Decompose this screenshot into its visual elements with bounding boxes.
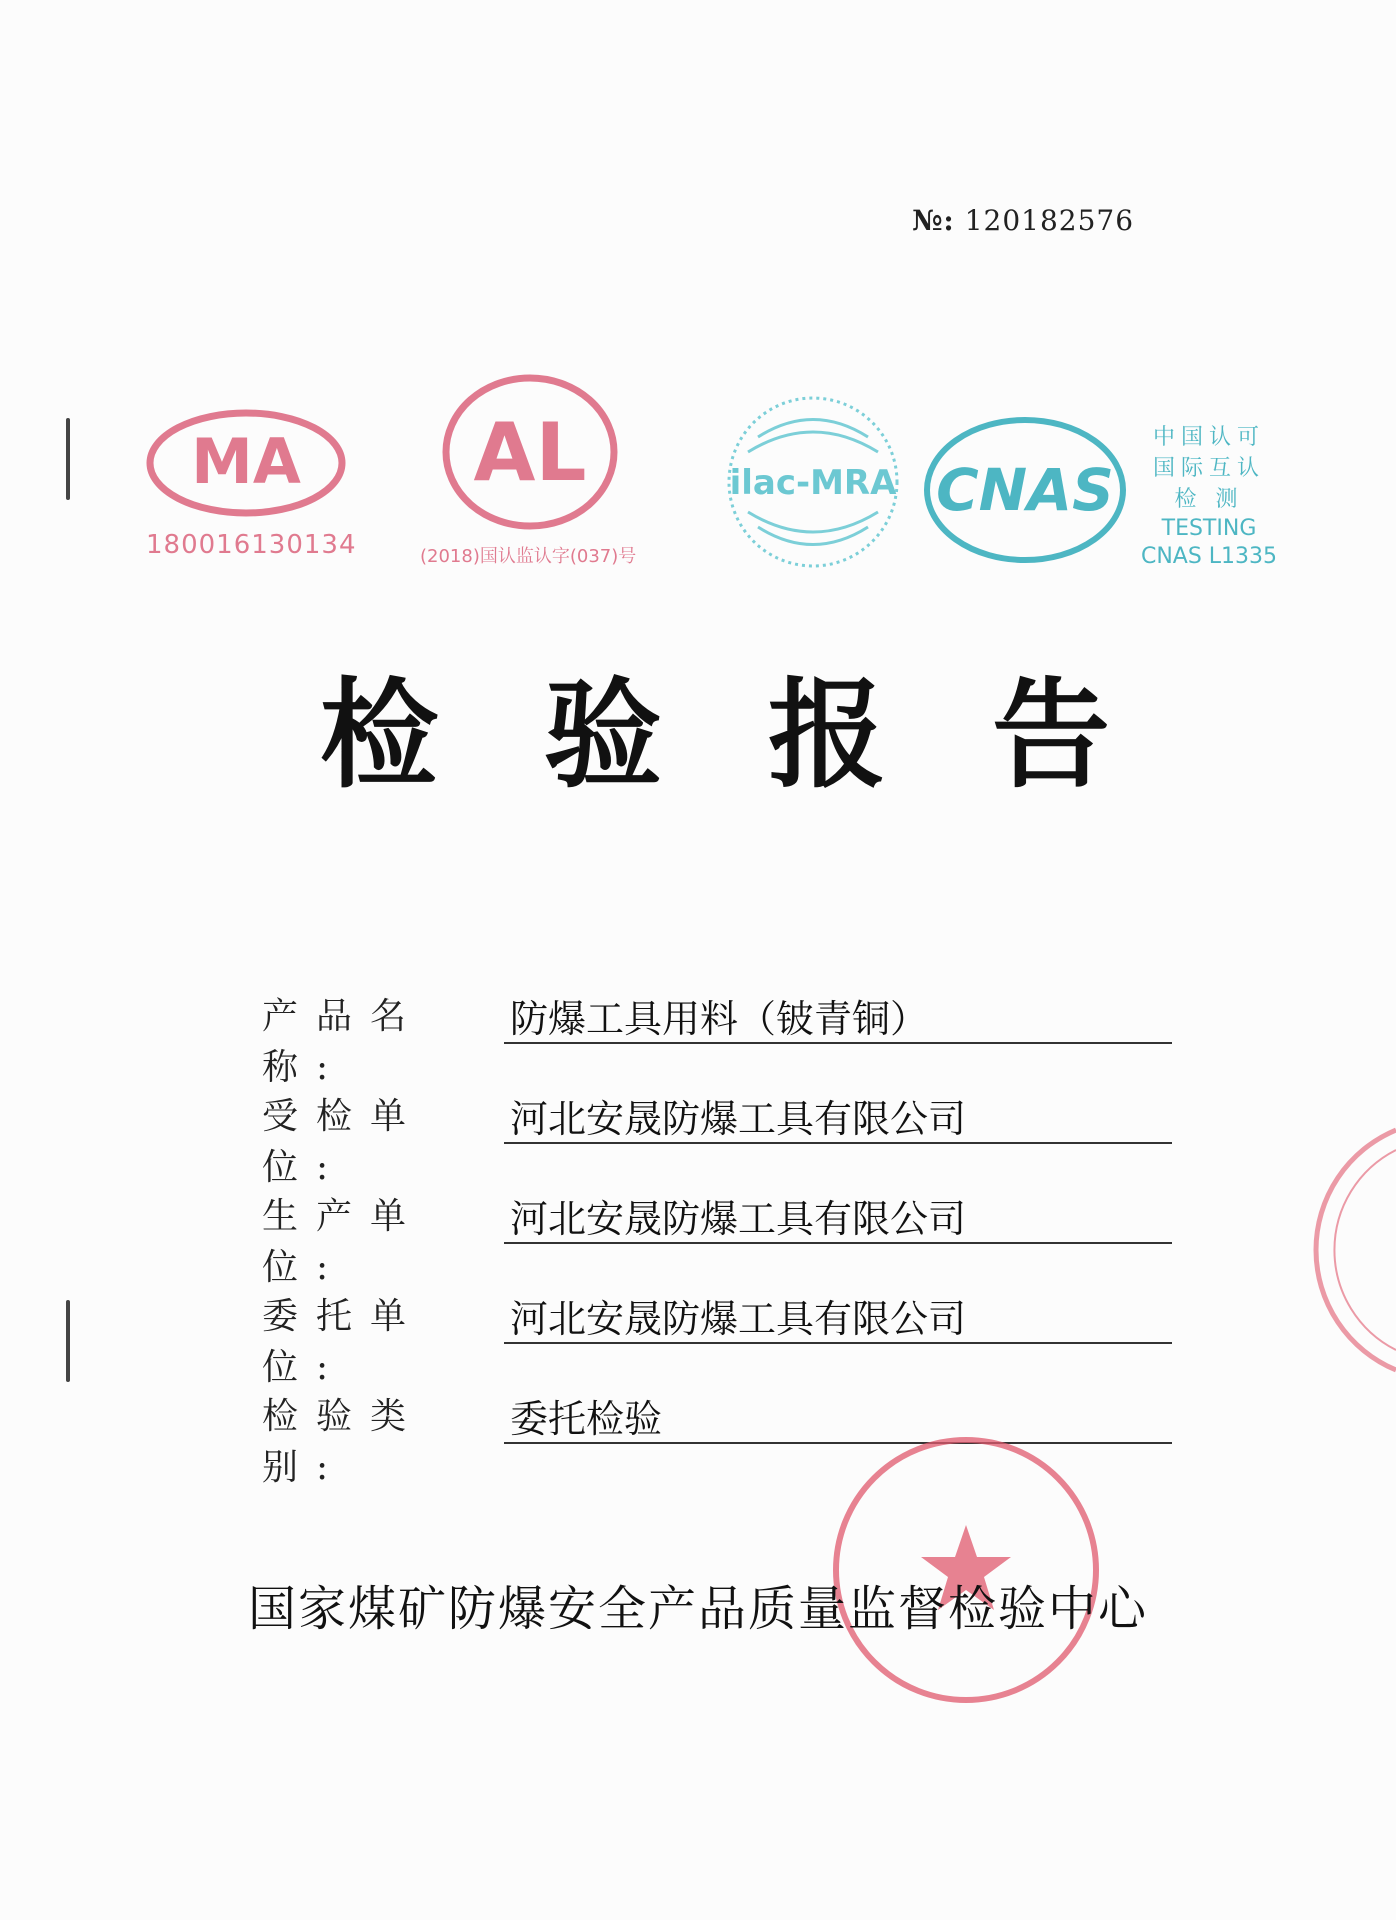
- report-number-label: №:: [912, 204, 955, 237]
- field-label: 生产单位:: [262, 1196, 425, 1288]
- title-char-3: 报: [767, 666, 886, 804]
- cal-code: (2018)国认监认字(037)号: [420, 546, 637, 567]
- field-value: 委托检验: [510, 1397, 663, 1441]
- ilac-mra-logo: [718, 392, 908, 572]
- cnas-line1: 中国认可: [1152, 425, 1265, 450]
- side-seal: [1288, 1120, 1396, 1384]
- cnas-line5: CNAS L1335: [1140, 544, 1278, 569]
- field-value: 河北安晟防爆工具有限公司: [510, 1297, 967, 1341]
- cnas-caption: [1134, 422, 1284, 571]
- cal-mark: AL: [473, 406, 587, 499]
- staple-bottom: [66, 1300, 70, 1382]
- field-label: 受检单位:: [262, 1096, 425, 1188]
- cma-logo: [146, 408, 346, 518]
- report-number-value: 120182576: [964, 204, 1135, 237]
- title-char-1: 检: [320, 666, 439, 804]
- field-value: 河北安晟防爆工具有限公司: [510, 1097, 967, 1141]
- staple-top: [66, 418, 70, 500]
- issuing-organization: 国家煤矿防爆安全产品质量监督检验中心: [247, 1581, 1148, 1637]
- cma-mark: MA: [191, 425, 301, 498]
- report-fields: [262, 980, 1172, 1488]
- cnas-line4: TESTING: [1161, 516, 1257, 541]
- field-value: 防爆工具用料（铍青铜）: [510, 997, 929, 1041]
- field-label: 委托单位:: [262, 1296, 425, 1388]
- title-char-4: 告: [991, 666, 1110, 804]
- title-char-2: 验: [543, 666, 662, 804]
- cnas-mark: CNAS: [936, 456, 1114, 524]
- field-underline: [504, 1342, 1172, 1344]
- field-product-name: [262, 980, 1172, 1088]
- cma-code: 180016130134: [146, 530, 357, 560]
- field-manufacturer: [262, 1180, 1172, 1288]
- field-value: 河北安晟防爆工具有限公司: [510, 1197, 967, 1241]
- field-label: 检验类别:: [262, 1396, 425, 1488]
- report-title: [320, 640, 1110, 810]
- field-underline: [504, 1142, 1172, 1144]
- ilac-mark: ilac-MRA: [729, 463, 897, 503]
- cnas-line2: 国际互认: [1152, 456, 1265, 481]
- field-underline: [504, 1042, 1172, 1044]
- report-number: [912, 204, 1134, 237]
- field-underline: [504, 1242, 1172, 1244]
- cal-logo: [440, 372, 620, 532]
- cnas-logo: [920, 410, 1130, 570]
- field-label: 产品名称:: [262, 996, 425, 1088]
- field-client: [262, 1280, 1172, 1388]
- field-inspected-unit: [262, 1080, 1172, 1188]
- cnas-line3: 检 测: [1174, 487, 1244, 512]
